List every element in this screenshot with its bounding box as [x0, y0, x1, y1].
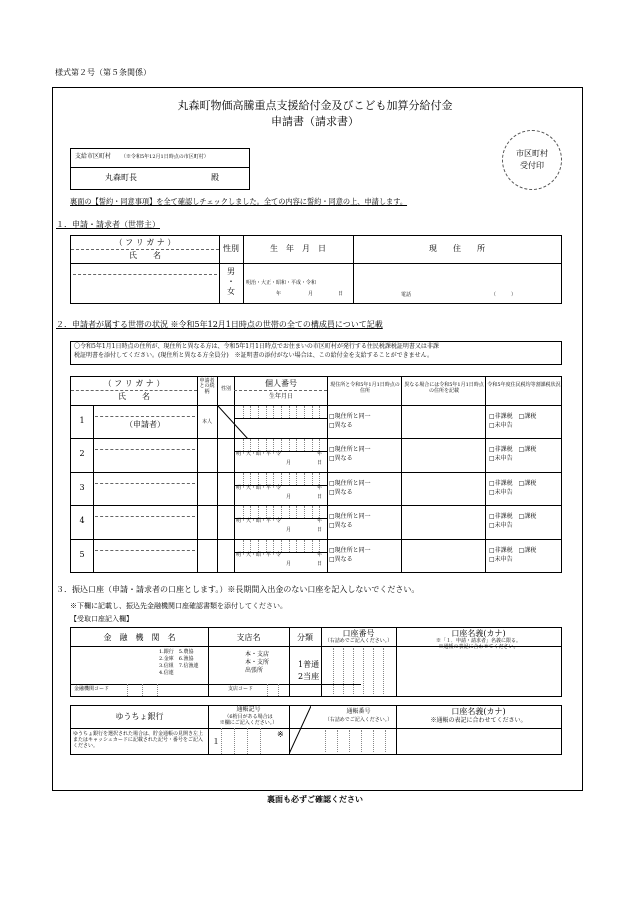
yucho-code-sub2: ※欄にご記入ください。） [219, 720, 278, 726]
reception-stamp: 市区町村 受付印 [502, 130, 562, 190]
row-sex-input[interactable] [218, 475, 233, 504]
form-title: 丸森町物価高騰重点支援給付金及びこども加算分給付金 [177, 99, 453, 112]
row-number: 1 [79, 416, 85, 425]
row-different-address[interactable]: □異なる [329, 522, 353, 529]
row-name-input[interactable] [95, 554, 195, 570]
yucho-code-header: 通帳記号 [236, 706, 261, 713]
household-row [71, 472, 561, 506]
bank-type-3[interactable]: 3.信組 7.信漁連 [159, 663, 199, 669]
row-number: 5 [79, 550, 85, 559]
account-type-normal[interactable]: 1普通 [298, 660, 320, 669]
hh-mynumber-header: 個人番号 [265, 379, 297, 388]
row-relation-input[interactable] [198, 487, 216, 503]
household-row [71, 405, 561, 439]
row-prior-address-input[interactable] [403, 408, 483, 437]
holder-note2: ※通帳の表記に合わせてください。 [438, 644, 519, 650]
recipient-label: 支給市区町村 [75, 153, 112, 160]
bank-header: 金 融 機 関 名 [103, 633, 176, 642]
hh-sex-header: 性別 [220, 386, 231, 392]
row-year-unit: 年 [317, 451, 323, 457]
row-era[interactable]: 明・大・昭・平・令 [236, 552, 282, 558]
account-box-title: 【受取口座記入欄】 [70, 615, 133, 623]
certificate-notice: 〇令和5年1月1日時点の住所が、現住所と異なる方は、令和5年1月1日時点でお住まいの市区町村が発行する住民税課税証明書又は非課 税証明書を添付してください。(現住所と異なる方全員分) ※証明書の添付がない場合は、この給付金を支給することができません。 [70, 341, 562, 365]
branch-type-2[interactable]: 本・支所 [245, 659, 270, 666]
hh-name-header: 氏 名 [118, 392, 150, 401]
row-month-unit: 月 [286, 460, 292, 466]
yucho-label: ゆうちょ銀行 [115, 712, 164, 721]
address-input[interactable] [355, 265, 559, 291]
row-tax-status[interactable]: □非課税 □課税 [489, 547, 537, 554]
yucho-holder-header: 口座名義(カナ) [451, 707, 506, 716]
bank-account-table [70, 627, 562, 697]
row-sex-input[interactable] [218, 542, 233, 571]
bank-type-1[interactable]: 1.銀行 5.農協 [159, 649, 194, 655]
row-tax-status[interactable]: □非課税 □課税 [489, 446, 537, 453]
dob-year-unit: 年 [276, 291, 282, 297]
furigana-input[interactable] [73, 274, 217, 275]
hh-dob-header: 生年月日 [268, 393, 293, 400]
address-label: 現 住 所 [429, 244, 485, 253]
row-tax-undeclared[interactable]: □未申告 [489, 556, 513, 563]
row-different-address[interactable]: □異なる [329, 556, 353, 563]
row-furigana-input[interactable] [95, 416, 195, 417]
row-same-address[interactable]: □現住所と同一 [329, 480, 371, 487]
bank-code-input[interactable] [113, 684, 171, 696]
row-sex-input[interactable] [218, 441, 233, 470]
row-tax-undeclared[interactable]: □未申告 [489, 422, 513, 429]
section1-heading: １．申請・請求者（世帯主） [56, 220, 160, 229]
sex-female[interactable]: 女 [227, 287, 235, 296]
row-relation-input[interactable] [198, 554, 216, 570]
row-tax-undeclared[interactable]: □未申告 [489, 489, 513, 496]
bank-name-input[interactable] [73, 648, 157, 682]
row-same-address[interactable]: □現住所と同一 [329, 513, 371, 520]
row-year-unit: 年 [317, 552, 323, 558]
row-same-address[interactable]: □現住所と同一 [329, 413, 371, 420]
furigana-label: （ フ リ ガ ナ ） [114, 238, 176, 247]
household-table [70, 376, 562, 573]
hh-tax-header: 令和5年度住民税均等割課税状況 [487, 382, 561, 388]
form-subtitle: 申請書（請求書） [271, 115, 359, 128]
yucho-number-input[interactable] [313, 730, 395, 752]
row-different-address[interactable]: □異なる [329, 422, 353, 429]
row-same-address[interactable]: □現住所と同一 [329, 547, 371, 554]
row-month-unit: 月 [286, 561, 292, 567]
branch-type-3[interactable]: 出張所 [245, 667, 264, 674]
row-sex-input[interactable] [218, 508, 233, 537]
row-name-input[interactable] [95, 453, 195, 469]
name-label: 氏 名 [129, 251, 161, 260]
row-relation-input[interactable]: 本人 [201, 419, 212, 425]
yucho-holder-input[interactable] [398, 730, 559, 752]
row-era[interactable]: 明・大・昭・平・令 [236, 451, 282, 457]
row-tax-undeclared[interactable]: □未申告 [489, 522, 513, 529]
yucho-description: ゆうちょ銀行を選択された場合は、貯金通帳の見開き左上またはキャッシュカードに記載された記号・番号をご記入ください。 [73, 731, 204, 749]
account-number-input[interactable] [323, 648, 394, 694]
phone-label: 電話 [401, 292, 412, 298]
row-number: 4 [79, 516, 85, 525]
branch-type-1[interactable]: 本・支店 [245, 651, 270, 658]
sex-label: 性別 [223, 244, 239, 253]
row-relation-input[interactable] [198, 520, 216, 536]
holder-note1: ※「１．申請・請求者」名義に限る。 [435, 638, 521, 644]
row-relation-input[interactable] [198, 453, 216, 469]
name-input[interactable] [73, 278, 217, 300]
row-year-unit: 年 [317, 518, 323, 524]
row-day-unit: 日 [317, 561, 323, 567]
account-header: 口座番号 [342, 629, 375, 638]
row-name-input[interactable]: （申請者） [125, 420, 165, 429]
applicant-table [70, 235, 562, 304]
row-furigana-input[interactable] [95, 483, 195, 484]
row1-slash [218, 406, 327, 439]
dob-label: 生 年 月 日 [270, 244, 326, 253]
section3-note: ※下欄に記載し、振込先金融機関口座確認書類を添付してください。 [70, 602, 287, 610]
account-holder-input[interactable] [398, 648, 559, 694]
row-month-unit: 月 [286, 527, 292, 533]
hh-furigana-header: （ フ リ ガ ナ ） [103, 379, 165, 388]
hh-relation-header: 申請者との続柄 [199, 378, 215, 395]
row-different-address[interactable]: □異なる [329, 489, 353, 496]
row-prior-address-input[interactable] [403, 475, 483, 504]
branch-code-label: 支店コード [228, 686, 254, 692]
recipient-name: 丸森町長 [105, 173, 137, 182]
row-tax-status[interactable]: □非課税 □課税 [489, 480, 537, 487]
household-row [71, 438, 561, 472]
row-prior-address-input[interactable] [403, 542, 483, 571]
yucho-code-input[interactable] [221, 728, 275, 754]
footer-note: 裏面も必ずご確認ください [267, 794, 363, 804]
sex-dot: ・ [227, 277, 235, 286]
type-header: 分類 [297, 633, 313, 642]
form-number: 様式第２号（第５条関係） [55, 68, 151, 77]
bank-code-label: 金融機関コード [74, 686, 110, 692]
yucho-num-header: 通帳番号 [346, 708, 371, 715]
row-same-address[interactable]: □現住所と同一 [329, 446, 371, 453]
pledge-text: 裏面の【誓約・同意事項】を全て確認しチェックしました。全ての内容に誓約・同意の上、申請します。 [70, 197, 408, 206]
branch-header: 支店名 [236, 633, 261, 642]
yucho-table [70, 705, 562, 755]
yucho-holder-note: ※通帳の表記に合わせてください。 [430, 717, 527, 724]
row-prior-address-input[interactable] [403, 441, 483, 470]
yucho-num-sub: （右詰めでご記入ください。） [324, 717, 393, 723]
row-tax-status[interactable]: □非課税 □課税 [489, 413, 537, 420]
holder-header: 口座名義(カナ) [451, 629, 506, 638]
recipient-note: （※令和5年12月1日時点の市区町村） [121, 154, 209, 160]
yucho-code-prefix: １ [212, 737, 220, 746]
row-name-input[interactable] [95, 487, 195, 503]
recipient-box [70, 148, 250, 190]
row-different-address[interactable]: □異なる [329, 455, 353, 462]
yucho-divider [289, 706, 311, 754]
account-sub: （右詰めでご記入ください。） [324, 638, 393, 644]
bank-type-4[interactable]: 4.信連 [159, 670, 174, 676]
row-name-input[interactable] [95, 520, 195, 536]
section2-heading: ２．申請者が属する世帯の状況 ※令和5年12月1日時点の世帯の全ての構成員について記載 [56, 320, 383, 329]
row-tax-status[interactable]: □非課税 □課税 [489, 513, 537, 520]
recipient-suffix: 殿 [211, 173, 219, 182]
bank-type-2[interactable]: 2.金庫 6.漁協 [159, 656, 194, 662]
household-row [71, 539, 561, 573]
row-day-unit: 日 [317, 527, 323, 533]
row-furigana-input[interactable] [95, 550, 195, 551]
row-furigana-input[interactable] [95, 516, 195, 517]
section3-heading: ３．振込口座（申請・請求者の口座とします。）※長期間入出金のない口座を記入しないでください。 [56, 585, 420, 594]
household-row [71, 505, 561, 539]
dob-day-unit: 日 [338, 291, 344, 297]
row-tax-undeclared[interactable]: □未申告 [489, 455, 513, 462]
row-prior-address-input[interactable] [403, 508, 483, 537]
hh-addr-header: 現住所と令和5年1月1日時点の住所 [330, 382, 400, 394]
row-day-unit: 日 [317, 494, 323, 500]
row-number: 2 [79, 449, 85, 458]
row-number: 3 [79, 483, 85, 492]
era-options[interactable]: 明治・大正・昭和・平成・令和 [246, 280, 317, 286]
account-type-current[interactable]: 2当座 [298, 672, 320, 681]
row-year-unit: 年 [317, 485, 323, 491]
sex-male[interactable]: 男 [227, 267, 235, 276]
row-era[interactable]: 明・大・昭・平・令 [236, 518, 282, 524]
row-furigana-input[interactable] [95, 449, 195, 450]
phone-parens[interactable]: （ ） [491, 292, 517, 298]
yucho-code-sub1: （6桁目がある場合は [224, 714, 273, 720]
row-day-unit: 日 [317, 460, 323, 466]
dob-month-unit: 月 [308, 291, 314, 297]
hh-addr-diff-header: 異なる場合には令和5年1月1日時点の住所を記載 [404, 382, 484, 394]
yucho-star: ※ [277, 730, 284, 739]
row-era[interactable]: 明・大・昭・平・令 [236, 485, 282, 491]
row-month-unit: 月 [286, 494, 292, 500]
branch-code-input[interactable] [257, 684, 289, 696]
